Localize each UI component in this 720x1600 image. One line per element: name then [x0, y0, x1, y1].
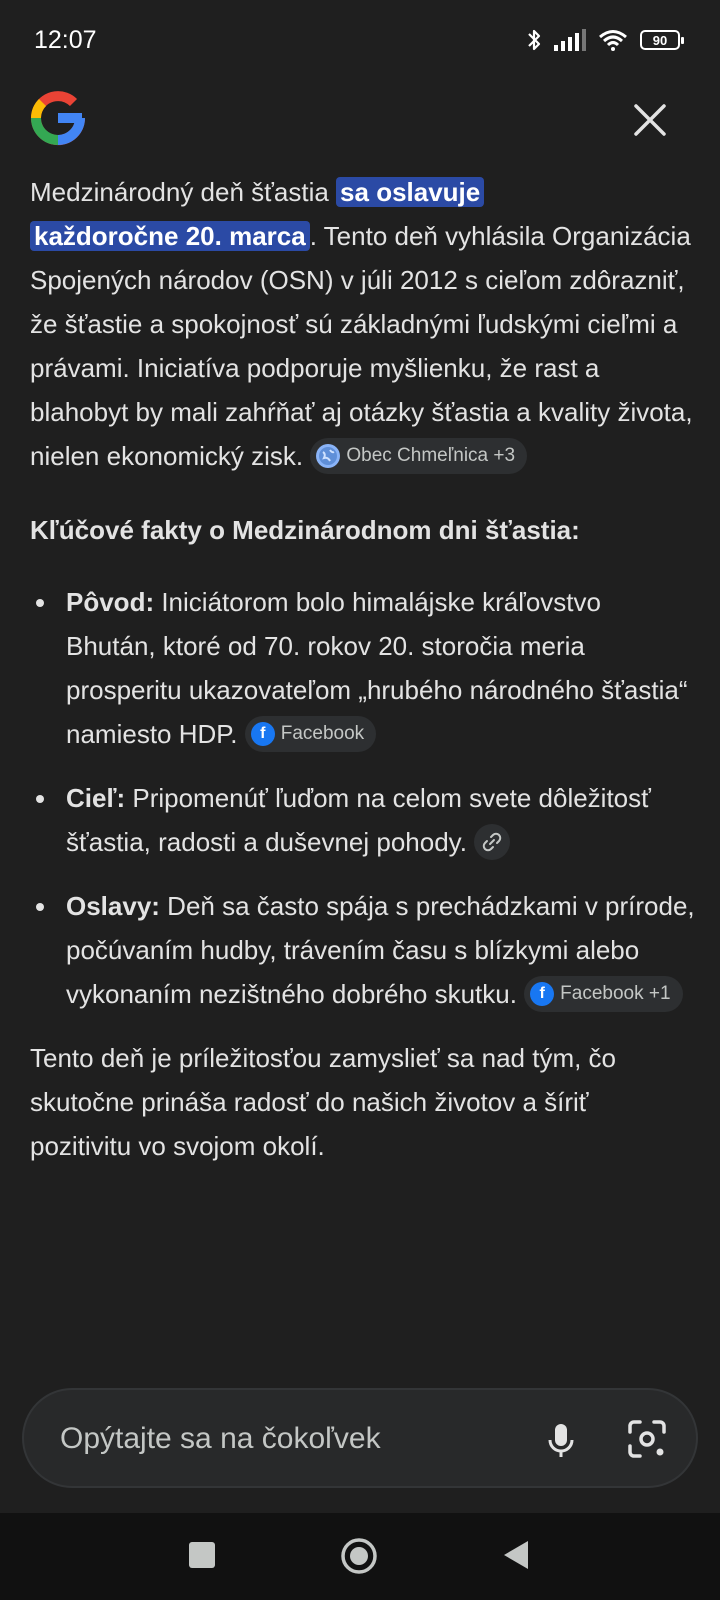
status-time: 12:07	[34, 26, 97, 54]
battery-level: 90	[652, 32, 668, 48]
square-recent-apps-icon[interactable]	[188, 1541, 216, 1569]
search-input[interactable]: Opýtajte sa na čokoľvek	[60, 1422, 381, 1455]
source-chip[interactable]	[310, 438, 527, 474]
bluetooth-icon	[526, 27, 542, 53]
fact-text: Iniciátorom bolo himalájske kráľovstvo Bhután, ktoré od 70. rokov 20. storočia meria prosperitu ukazovateľom „hrubého národného šťastia“ namiesto HDP.	[66, 587, 688, 749]
source-chip-label: Facebook	[280, 723, 365, 745]
source-chip-label: Facebook +1	[560, 983, 671, 1005]
fact-label: Oslavy:	[66, 891, 160, 921]
conclusion-paragraph: Tento deň je príležitosťou zamyslieť sa nad tým, čo skutočne prináša radosť do našich životov a šíriť pozitivitu vo svojom okolí.	[30, 1043, 617, 1161]
list-item	[30, 884, 695, 1016]
fact-label: Pôvod:	[66, 587, 155, 617]
system-nav-bar	[0, 1513, 720, 1600]
close-icon[interactable]	[630, 100, 670, 140]
signal-icon	[554, 29, 586, 51]
ai-answer	[30, 170, 695, 1168]
triangle-back-icon[interactable]	[502, 1539, 530, 1571]
source-chip[interactable]	[524, 976, 682, 1012]
facebook-icon: f	[530, 982, 554, 1006]
circle-home-icon[interactable]	[340, 1537, 378, 1575]
microphone-icon[interactable]	[539, 1418, 583, 1462]
fact-text: Pripomenúť ľuďom na celom svete dôležitosť šťastia, radosti a duševnej pohody.	[66, 783, 651, 857]
status-bar	[0, 0, 720, 80]
intro-text-start: Medzinárodný deň šťastia	[30, 177, 337, 207]
highlight-date-2: každoročne 20. marca	[30, 221, 310, 251]
facts-list	[30, 580, 695, 1016]
highlight-date-1: sa oslavuje	[336, 177, 484, 207]
wifi-icon	[598, 29, 628, 51]
list-item	[30, 580, 695, 756]
facts-heading: Kľúčové fakty o Medzinárodnom dni šťastia:	[30, 515, 580, 545]
facebook-icon: f	[251, 722, 275, 746]
battery-icon	[640, 30, 680, 50]
search-bar[interactable]	[22, 1388, 698, 1488]
intro-text-end: . Tento deň vyhlásila Organizácia Spojených národov (OSN) v júli 2012 s cieľom zdôrazniť, že šťastie a spokojnosť sú základnými ľudskými cieľmi a právami. Iniciatíva podporuje myšlienku, že rast a blahobyt by mali zahŕňať aj otázky šťastia a kvality života, nielen ekonomický zisk.	[30, 221, 693, 471]
fact-text: Deň sa často spája s prechádzkami v prírode, počúvaním hudby, trávením času s blízkymi alebo vykonaním nezištného dobrého skutku.	[66, 891, 695, 1009]
link-icon	[482, 832, 502, 852]
link-chip[interactable]	[474, 824, 510, 860]
globe-icon	[316, 444, 340, 468]
google-logo-icon	[28, 88, 88, 148]
intro-paragraph	[30, 170, 695, 478]
google-lens-icon[interactable]	[624, 1416, 670, 1462]
source-chip[interactable]	[245, 716, 376, 752]
list-item	[30, 776, 695, 864]
source-chip-label: Obec Chmeľnica +3	[346, 445, 516, 467]
status-icons	[526, 26, 680, 54]
fact-label: Cieľ:	[66, 783, 126, 813]
